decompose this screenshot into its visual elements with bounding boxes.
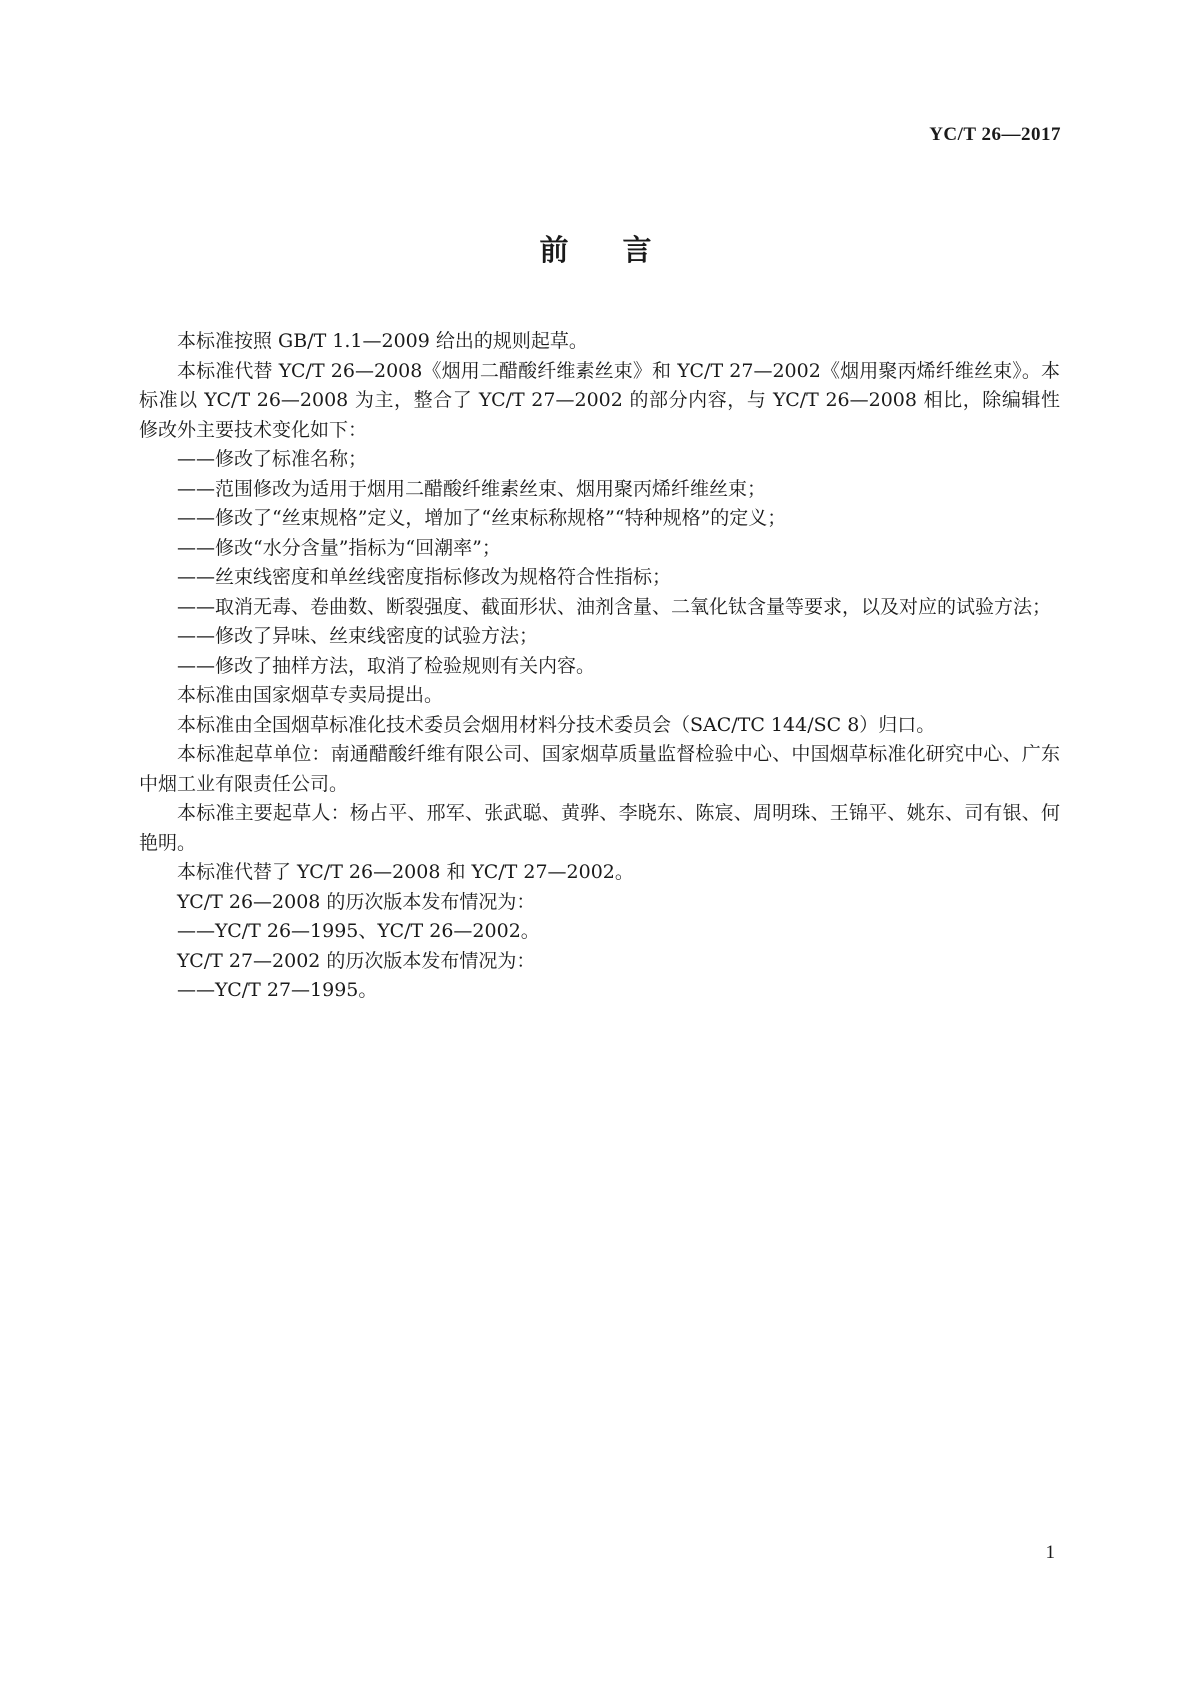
change-item: ——范围修改为适用于烟用二醋酸纤维素丝束、烟用聚丙烯纤维丝束； [177, 477, 767, 500]
paragraph-drafters: 本标准主要起草人：杨占平、邢军、张武聪、黄骅、李晓东、陈宸、周明珠、王锦平、姚东、司有银、何艳明。 [139, 802, 1060, 854]
paragraph-drafting-units: 本标准起草单位：南通醋酸纤维有限公司、国家烟草质量监督检验中心、中国烟草标准化研究中心、广东中烟工业有限责任公司。 [139, 743, 1060, 795]
paragraph-history-yc26: YC/T 26—2008 的历次版本发布情况为： [177, 890, 536, 913]
paragraph-committee: 本标准由全国烟草标准化技术委员会烟用材料分技术委员会（SAC/TC 144/SC 8）归口。 [177, 713, 936, 736]
page-number: 1 [1045, 1542, 1055, 1563]
history-item: ——YC/T 26—1995、YC/T 26—2002。 [177, 920, 540, 942]
standard-code: YC/T 26—2017 [929, 124, 1061, 145]
paragraph-history-yc27: YC/T 27—2002 的历次版本发布情况为： [177, 949, 536, 972]
paragraph-replacement: 本标准代替 YC/T 26—2008《烟用二醋酸纤维素丝束》和 YC/T 27—2002《烟用聚丙烯纤维丝束》。本标准以 YC/T 26—2008 为主，整合了 YC/T 27—2002 的部分内容，与 YC/T 26—2008 相比，除编辑性修改外主要技术变化如下： [139, 359, 1060, 441]
document-body [139, 327, 1060, 1006]
change-item: ——修改了异味、丝束线密度的试验方法； [177, 625, 539, 647]
change-item: ——修改了“丝束规格”定义，增加了“丝束标称规格”“特种规格”的定义； [177, 507, 787, 529]
change-item: ——丝束线密度和单丝线密度指标修改为规格符合性指标； [177, 566, 672, 588]
history-item: ——YC/T 27—1995。 [177, 979, 378, 1001]
change-item: ——修改了抽样方法，取消了检验规则有关内容。 [177, 654, 596, 677]
paragraph-drafting-rules: 本标准按照 GB/T 1.1—2009 给出的规则起草。 [177, 330, 588, 352]
page-title: 前言 [539, 233, 706, 267]
change-item: ——修改“水分含量”指标为“回潮率”； [177, 536, 501, 559]
paragraph-proposer: 本标准由国家烟草专卖局提出。 [177, 684, 444, 706]
change-item: ——取消无毒、卷曲数、断裂强度、截面形状、油剂含量、二氧化钛含量等要求，以及对应的试验方法； [177, 595, 1052, 618]
paragraph-replaced-standards: 本标准代替了 YC/T 26—2008 和 YC/T 27—2002。 [177, 861, 634, 883]
change-item: ——修改了标准名称； [177, 448, 368, 470]
